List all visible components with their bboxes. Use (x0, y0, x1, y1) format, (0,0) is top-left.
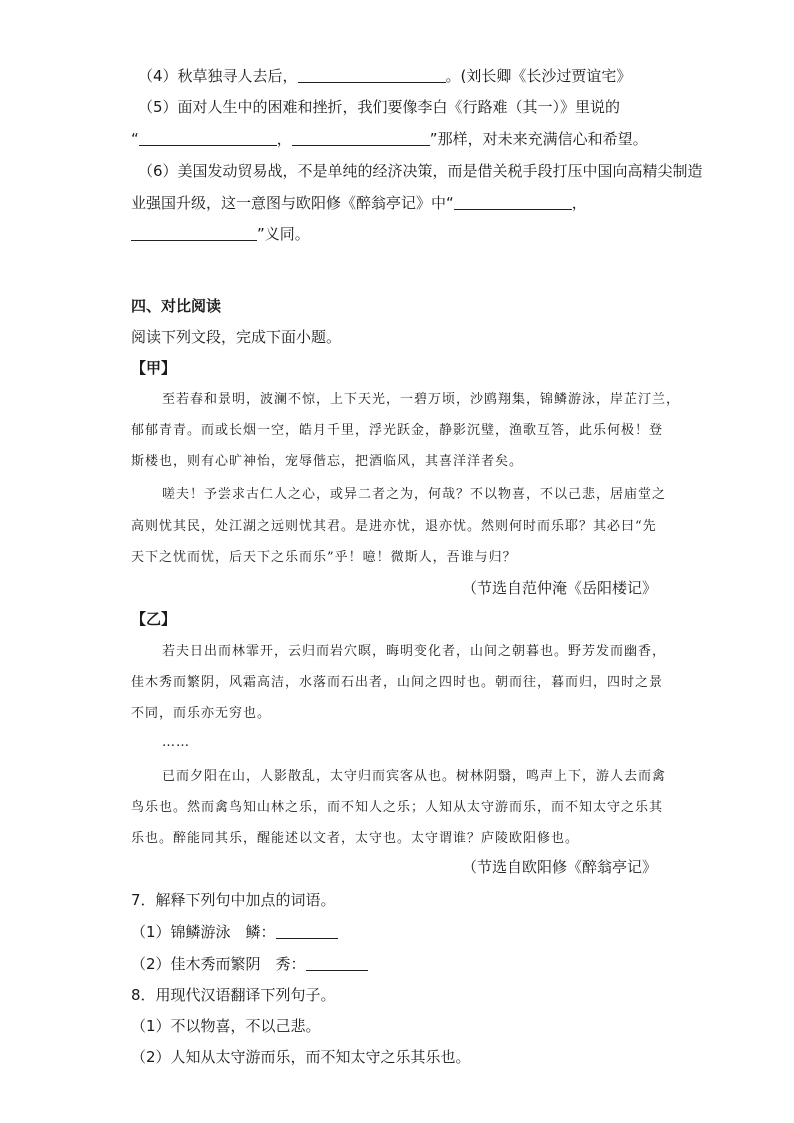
section-instruction: 阅读下列文段，完成下面小题。 (131, 328, 342, 346)
passage-jia-line: 至若春和景明，波澜不惊，上下天光，一碧万顷，沙鸥翔集，锦鳞游泳，岸芷汀兰， (162, 392, 681, 407)
passage-jia-line: 斯楼也，则有心旷神怡，宠辱偕忘，把酒临风，其喜洋洋者矣。 (131, 454, 524, 469)
comma: ， (276, 130, 292, 148)
answer-blank[interactable] (306, 955, 368, 971)
passage-yi-ellipsis: …… (162, 735, 190, 750)
fill-blank-q6-line1: （6）美国发动贸易战，不是单纯的经济决策，而是借关税手段打压中国向高精尖制造 (138, 162, 703, 180)
q6-line2-text: 业强国升级，这一意图与欧阳修《醉翁亭记》中“ (131, 194, 454, 212)
q5-suffix: ”那样，对未来充满信心和希望。 (429, 130, 648, 148)
answer-blank[interactable] (131, 225, 257, 241)
question-8-1: （1）不以物喜，不以己悲。 (131, 1017, 321, 1035)
passage-yi-line: 佳木秀而繁阴，风霜高洁，水落而石出者，山间之四时也。朝而往，暮而归，四时之景 (131, 675, 664, 690)
passage-jia-source: （节选自范仲淹《岳阳楼记》 (461, 579, 657, 597)
q7-1-text: （1）锦鳞游泳 鳞： (131, 923, 276, 941)
answer-blank[interactable] (139, 130, 277, 146)
passage-label-yi: 【乙】 (131, 610, 177, 628)
fill-blank-q6-line3 (131, 224, 310, 244)
passage-yi-source: （节选自欧阳修《醉翁亭记》 (461, 858, 657, 876)
question-7-1 (131, 922, 338, 942)
question-7-2 (131, 954, 368, 974)
answer-blank[interactable] (276, 923, 338, 939)
passage-jia-line: 嗟夫！予尝求古仁人之心，或异二者之为，何哉？不以物喜，不以己悲，居庙堂之 (162, 487, 667, 502)
passage-yi-line: 不同，而乐亦无穷也。 (131, 706, 272, 721)
fill-blank-q6-line2 (131, 193, 587, 213)
question-8-2: （2）人知从太守游而乐，而不知太守之乐其乐也。 (131, 1048, 471, 1066)
passage-jia-line: 天下之忧而忧，后天下之乐而乐”乎！噫！微斯人，吾谁与归？ (131, 550, 517, 565)
fill-blank-q4 (138, 66, 631, 86)
passage-yi-line: 已而夕阳在山，人影散乱，太守归而宾客从也。树林阴翳，鸣声上下，游人去而禽 (162, 769, 667, 784)
q6-suffix: ”义同。 (257, 225, 310, 243)
passage-yi-line: 乐也。醉能同其乐，醒能述以文者，太守也。太守谓谁？庐陵欧阳修也。 (131, 831, 580, 846)
passage-yi-line: 若夫日出而林霏开，云归而岩穴暝，晦明变化者，山间之朝暮也。野芳发而幽香， (162, 644, 667, 659)
q4-suffix: 。(刘长卿《长沙过贾谊宅》 (445, 67, 632, 85)
passage-label-jia: 【甲】 (131, 359, 177, 377)
answer-blank[interactable] (298, 67, 446, 83)
fill-blank-q5-line2 (131, 129, 648, 149)
q7-2-text: （2）佳木秀而繁阴 秀： (131, 955, 306, 973)
passage-jia-line: 郁郁青青。而或长烟一空，皓月千里，浮光跃金，静影沉璧，渔歌互答，此乐何极！登 (131, 423, 664, 438)
fill-blank-q5-line1: （5）面对人生中的困难和挫折，我们要像李白《行路难（其一）》里说的 (138, 98, 621, 116)
passage-yi-line: 鸟乐也。然而禽鸟知山林之乐，而不知人之乐；人知从太守游而乐，而不知太守之乐其 (131, 800, 664, 815)
section-heading: 四、对比阅读 (131, 297, 222, 315)
answer-blank[interactable] (454, 194, 572, 210)
comma: ， (571, 194, 587, 212)
question-7-title: 7．解释下列句中加点的词语。 (131, 891, 336, 909)
open-quote: “ (131, 130, 139, 148)
question-8-title: 8．用现代汉语翻译下列句子。 (131, 986, 336, 1004)
passage-jia-line: 高则忧其民，处江湖之远则忧其君。是进亦忧，退亦忧。然则何时而乐耶？其必曰“先 (131, 519, 657, 534)
q4-prefix: （4）秋草独寻人去后， (138, 67, 298, 85)
answer-blank[interactable] (292, 130, 430, 146)
